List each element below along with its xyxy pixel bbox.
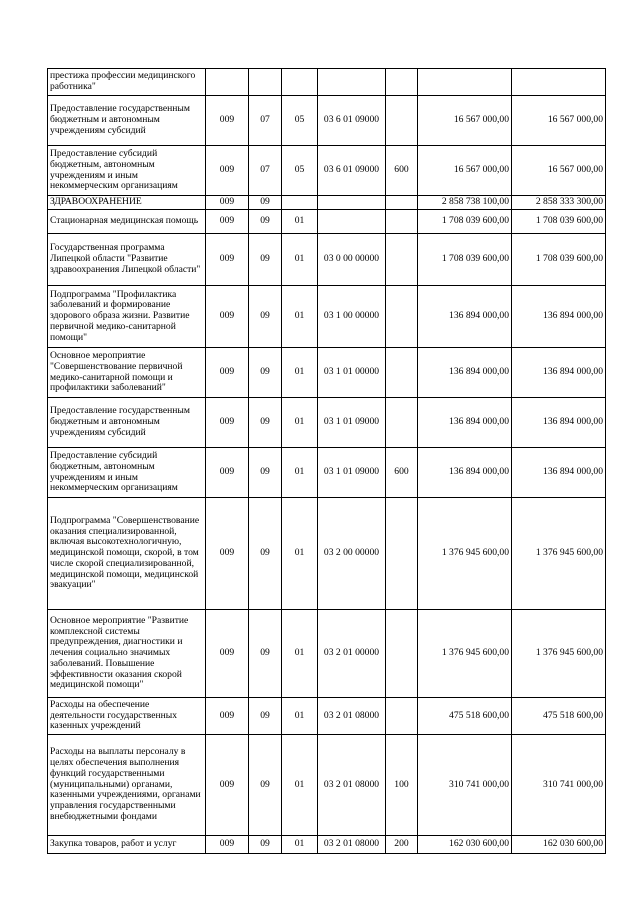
table-cell-subsection-code: 01: [282, 210, 318, 234]
table-cell-expense-type-code: [386, 398, 418, 448]
table-cell-name: Расходы на обеспечение деятельности государственных казенных учреждений: [48, 698, 206, 735]
table-cell-target-code: 03 2 01 08000: [318, 836, 386, 854]
table-row: [48, 348, 606, 398]
table-cell-target-code: 03 1 01 00000: [318, 348, 386, 398]
table-cell-amount-year1: 136 894 000,00: [418, 398, 512, 448]
table-cell-expense-type-code: 600: [386, 146, 418, 196]
table-row: [48, 698, 606, 735]
budget-table: [47, 68, 606, 854]
table-cell-section-code: 09: [249, 698, 282, 735]
table-cell-expense-type-code: [386, 286, 418, 348]
table-cell-name: Расходы на выплаты персоналу в целях обеспечения выполнения функций государственными (муниципальными) органами, казенными учреждениями, органами управления государственными внебюджетными фондами: [48, 735, 206, 836]
table-cell-section-code: 09: [249, 196, 282, 210]
table-cell-expense-type-code: [386, 698, 418, 735]
table-row: [48, 398, 606, 448]
table-cell-subsection-code: 05: [282, 96, 318, 146]
table-cell-ministry-code: 009: [206, 498, 249, 610]
table-cell-target-code: 03 1 00 00000: [318, 286, 386, 348]
table-row: [48, 210, 606, 234]
table-cell-section-code: 09: [249, 448, 282, 498]
table-cell-ministry-code: 009: [206, 234, 249, 286]
table-cell-name: Предоставление государственным бюджетным и автономным учреждениям субсидий: [48, 398, 206, 448]
table-cell-target-code: 03 6 01 09000: [318, 96, 386, 146]
table-cell-target-code: 03 0 00 00000: [318, 234, 386, 286]
table-row: [48, 69, 606, 96]
table-cell-target-code: [318, 196, 386, 210]
table-row: [48, 610, 606, 698]
table-row: [48, 196, 606, 210]
table-cell-ministry-code: 009: [206, 96, 249, 146]
table-row: [48, 448, 606, 498]
table-cell-amount-year2: 162 030 600,00: [512, 836, 606, 854]
table-cell-subsection-code: 01: [282, 836, 318, 854]
table-cell-amount-year2: 310 741 000,00: [512, 735, 606, 836]
table-cell-subsection-code: 01: [282, 234, 318, 286]
table-cell-ministry-code: 009: [206, 836, 249, 854]
table-cell-amount-year1: 16 567 000,00: [418, 146, 512, 196]
table-cell-amount-year1: 310 741 000,00: [418, 735, 512, 836]
table-cell-name: Предоставление субсидий бюджетным, автономным учреждениям и иным некоммерческим организациям: [48, 146, 206, 196]
table-cell-name: Предоставление государственным бюджетным и автономным учреждениям субсидий: [48, 96, 206, 146]
table-cell-amount-year1: 1 376 945 600,00: [418, 610, 512, 698]
table-cell-amount-year2: 1 708 039 600,00: [512, 234, 606, 286]
table-cell-ministry-code: 009: [206, 196, 249, 210]
table-cell-target-code: 03 1 01 09000: [318, 398, 386, 448]
table-cell-section-code: 09: [249, 498, 282, 610]
table-cell-amount-year1: [418, 69, 512, 96]
table-cell-expense-type-code: 100: [386, 735, 418, 836]
table-cell-name: Стационарная медицинская помощь: [48, 210, 206, 234]
table-cell-amount-year2: 136 894 000,00: [512, 348, 606, 398]
table-cell-section-code: 09: [249, 735, 282, 836]
table-cell-section-code: 09: [249, 610, 282, 698]
table-cell-amount-year1: 136 894 000,00: [418, 348, 512, 398]
table-cell-name: Основное мероприятие "Развитие комплексной системы предупреждения, диагностики и лечения социально значимых заболеваний. Повышение эффективности оказания скорой медицинской помощи": [48, 610, 206, 698]
table-cell-subsection-code: 01: [282, 348, 318, 398]
table-cell-section-code: 09: [249, 836, 282, 854]
table-cell-subsection-code: [282, 69, 318, 96]
table-cell-amount-year2: 136 894 000,00: [512, 448, 606, 498]
table-cell-subsection-code: 05: [282, 146, 318, 196]
table-row: [48, 735, 606, 836]
table-cell-amount-year2: 16 567 000,00: [512, 96, 606, 146]
table-cell-amount-year1: 136 894 000,00: [418, 286, 512, 348]
table-cell-subsection-code: 01: [282, 698, 318, 735]
table-cell-ministry-code: 009: [206, 146, 249, 196]
table-cell-ministry-code: 009: [206, 348, 249, 398]
table-cell-name: Государственная программа Липецкой области "Развитие здравоохранения Липецкой области": [48, 234, 206, 286]
table-cell-target-code: 03 2 01 08000: [318, 735, 386, 836]
table-row: [48, 498, 606, 610]
table-cell-target-code: 03 2 00 00000: [318, 498, 386, 610]
table-cell-expense-type-code: [386, 96, 418, 146]
table-cell-section-code: 09: [249, 210, 282, 234]
table-cell-amount-year2: 475 518 600,00: [512, 698, 606, 735]
table-cell-amount-year1: 16 567 000,00: [418, 96, 512, 146]
table-cell-amount-year2: 1 708 039 600,00: [512, 210, 606, 234]
table-cell-amount-year2: 1 376 945 600,00: [512, 610, 606, 698]
table-cell-subsection-code: 01: [282, 498, 318, 610]
table-cell-section-code: 07: [249, 146, 282, 196]
table-cell-target-code: 03 6 01 09000: [318, 146, 386, 196]
table-cell-amount-year2: [512, 69, 606, 96]
table-cell-ministry-code: 009: [206, 698, 249, 735]
table-cell-section-code: [249, 69, 282, 96]
table-cell-amount-year1: 475 518 600,00: [418, 698, 512, 735]
table-cell-section-code: 07: [249, 96, 282, 146]
table-cell-target-code: [318, 210, 386, 234]
table-cell-ministry-code: 009: [206, 448, 249, 498]
table-cell-subsection-code: 01: [282, 610, 318, 698]
table-cell-expense-type-code: [386, 348, 418, 398]
table-cell-section-code: 09: [249, 398, 282, 448]
table-cell-name: Подпрограмма "Совершенствование оказания специализированной, включая высокотехнологичную, медицинской помощи, скорой, в том числе скорой специализированной, медицинской помощи, медицинской эвакуации": [48, 498, 206, 610]
table-cell-amount-year2: 2 858 333 300,00: [512, 196, 606, 210]
table-cell-amount-year1: 1 708 039 600,00: [418, 210, 512, 234]
table-cell-name: престижа профессии медицинского работника": [48, 69, 206, 96]
table-cell-subsection-code: 01: [282, 286, 318, 348]
table-cell-amount-year1: 1 376 945 600,00: [418, 498, 512, 610]
table-cell-ministry-code: 009: [206, 610, 249, 698]
table-cell-amount-year1: 162 030 600,00: [418, 836, 512, 854]
table-cell-subsection-code: [282, 196, 318, 210]
table-cell-amount-year2: 1 376 945 600,00: [512, 498, 606, 610]
table-cell-ministry-code: 009: [206, 286, 249, 348]
table-cell-target-code: 03 2 01 00000: [318, 610, 386, 698]
table-cell-ministry-code: 009: [206, 735, 249, 836]
table-cell-name: ЗДРАВООХРАНЕНИЕ: [48, 196, 206, 210]
table-cell-ministry-code: [206, 69, 249, 96]
table-cell-section-code: 09: [249, 234, 282, 286]
table-cell-expense-type-code: 600: [386, 448, 418, 498]
table-cell-subsection-code: 01: [282, 398, 318, 448]
table-cell-section-code: 09: [249, 348, 282, 398]
table-cell-amount-year2: 136 894 000,00: [512, 286, 606, 348]
table-cell-name: Закупка товаров, работ и услуг: [48, 836, 206, 854]
table-row: [48, 286, 606, 348]
table-cell-name: Основное мероприятие "Совершенствование первичной медико-санитарной помощи и профилактики заболеваний": [48, 348, 206, 398]
table-cell-target-code: 03 2 01 08000: [318, 698, 386, 735]
table-cell-subsection-code: 01: [282, 735, 318, 836]
table-cell-amount-year1: 136 894 000,00: [418, 448, 512, 498]
table-cell-target-code: 03 1 01 09000: [318, 448, 386, 498]
table-cell-expense-type-code: 200: [386, 836, 418, 854]
table-cell-expense-type-code: [386, 210, 418, 234]
table-cell-section-code: 09: [249, 286, 282, 348]
table-cell-expense-type-code: [386, 69, 418, 96]
table-cell-ministry-code: 009: [206, 398, 249, 448]
table-cell-subsection-code: 01: [282, 448, 318, 498]
table-cell-expense-type-code: [386, 196, 418, 210]
table-row: [48, 234, 606, 286]
table-cell-name: Предоставление субсидий бюджетным, автономным учреждениям и иным некоммерческим организациям: [48, 448, 206, 498]
table-cell-amount-year1: 2 858 738 100,00: [418, 196, 512, 210]
table-cell-name: Подпрограмма "Профилактика заболеваний и формирование здорового образа жизни. Развитие первичной медико-санитарной помощи": [48, 286, 206, 348]
table-row: [48, 146, 606, 196]
table-cell-ministry-code: 009: [206, 210, 249, 234]
table-cell-expense-type-code: [386, 234, 418, 286]
table-row: [48, 96, 606, 146]
table-cell-target-code: [318, 69, 386, 96]
table-cell-amount-year2: 136 894 000,00: [512, 398, 606, 448]
table-row: [48, 836, 606, 854]
table-cell-amount-year1: 1 708 039 600,00: [418, 234, 512, 286]
table-cell-expense-type-code: [386, 498, 418, 610]
table-cell-expense-type-code: [386, 610, 418, 698]
table-cell-amount-year2: 16 567 000,00: [512, 146, 606, 196]
